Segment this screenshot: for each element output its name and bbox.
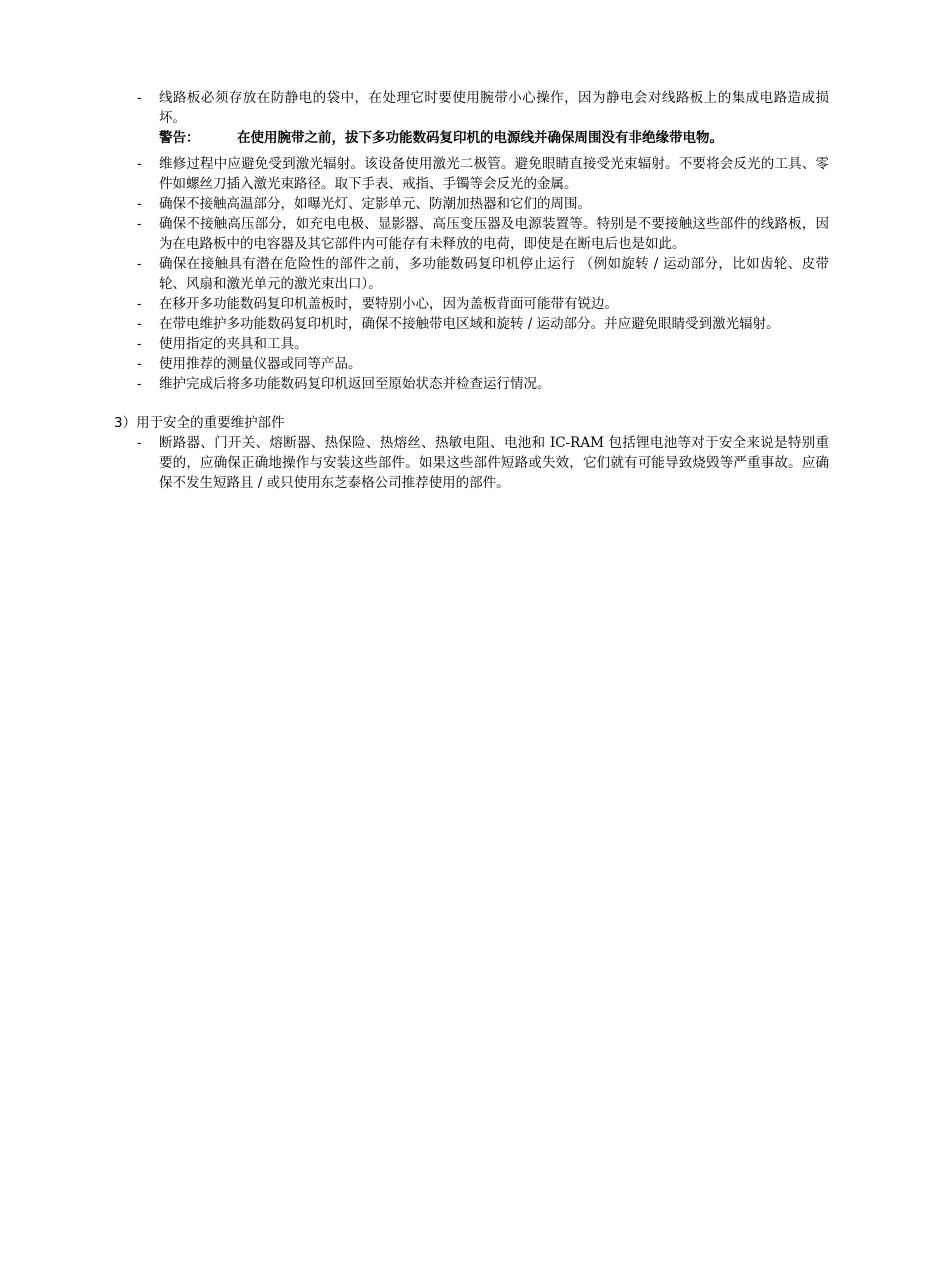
bullet-dash: - [137, 435, 142, 450]
list-item-text: 在移开多功能数码复印机盖板时，要特别小心，因为盖板背面可能带有锐边。 [159, 296, 618, 312]
list-item [110, 254, 840, 294]
list-item-text: 确保在接触具有潜在危险性的部件之前，多功能数码复印机停止运行 （例如旋转 / 运动部分，比如齿轮、皮带轮、风扇和激光单元的激光束出口）。 [159, 256, 829, 292]
bullet-dash: - [137, 316, 142, 331]
bullet-dash: - [137, 216, 142, 231]
list-item [110, 154, 840, 194]
warning-note [110, 128, 840, 148]
bullet-dash: - [137, 376, 142, 391]
list-item [110, 433, 840, 493]
list-item [110, 354, 840, 374]
bullet-dash: - [137, 296, 142, 311]
list-item-text: 确保不接触高压部分，如充电电极、显影器、高压变压器及电源装置等。特别是不要接触这些部件的线路板，因为在电路板中的电容器及其它部件内可能存有未释放的电荷，即使是在断电后也是如此。 [159, 216, 829, 252]
bullet-dash: - [137, 256, 142, 271]
list-item [110, 374, 840, 394]
bullet-dash: - [137, 196, 142, 211]
list-item-text: 维修过程中应避免受到激光辐射。该设备使用激光二极管。避免眼睛直接受光束辐射。不要将会反光的工具、零件如螺丝刀插入激光束路径。取下手表、戒指、手镯等会反光的金属。 [159, 156, 829, 192]
bullet-dash: - [137, 156, 142, 171]
list-item-text: 线路板必须存放在防静电的袋中，在处理它时要使用腕带小心操作，因为静电会对线路板上的集成电路造成损坏。 [159, 90, 829, 126]
list-item-text: 维护完成后将多功能数码复印机返回至原始状态并检查运行情况。 [159, 376, 551, 392]
list-item [110, 214, 840, 254]
section-heading: 3）用于安全的重要维护部件 [114, 415, 285, 431]
list-item-text: 使用推荐的测量仪器或同等产品。 [159, 356, 362, 372]
list-item [110, 194, 840, 214]
safety-precautions-block [110, 88, 840, 493]
list-item-text: 断路器、门开关、熔断器、热保险、热熔丝、热敏电阻、电池和 IC-RAM 包括锂电池等对于安全来说是特别重要的，应确保正确地操作与安装这些部件。如果这些部件短路或失效，它们就有可能导致烧毁等严重事故。应确保不发生短路且 / 或只使用东芝泰格公司推荐使用的部件。 [159, 435, 829, 491]
list-item [110, 88, 840, 128]
warning-text: 在使用腕带之前，拔下多功能数码复印机的电源线并确保周围没有非绝缘带电物。 [237, 130, 723, 146]
list-item [110, 334, 840, 354]
bullet-dash: - [137, 336, 142, 351]
warning-label: 警告： [159, 130, 200, 146]
list-item-text: 确保不接触高温部分，如曝光灯、定影单元、防潮加热器和它们的周围。 [159, 196, 591, 212]
bullet-dash: - [137, 356, 142, 371]
list-item-text: 在带电维护多功能数码复印机时，确保不接触带电区域和旋转 / 运动部分。并应避免眼睛受到激光辐射。 [159, 316, 780, 332]
list-item [110, 294, 840, 314]
bullet-dash: - [137, 90, 142, 105]
list-item [110, 314, 840, 334]
list-item-text: 使用指定的夹具和工具。 [159, 336, 308, 352]
